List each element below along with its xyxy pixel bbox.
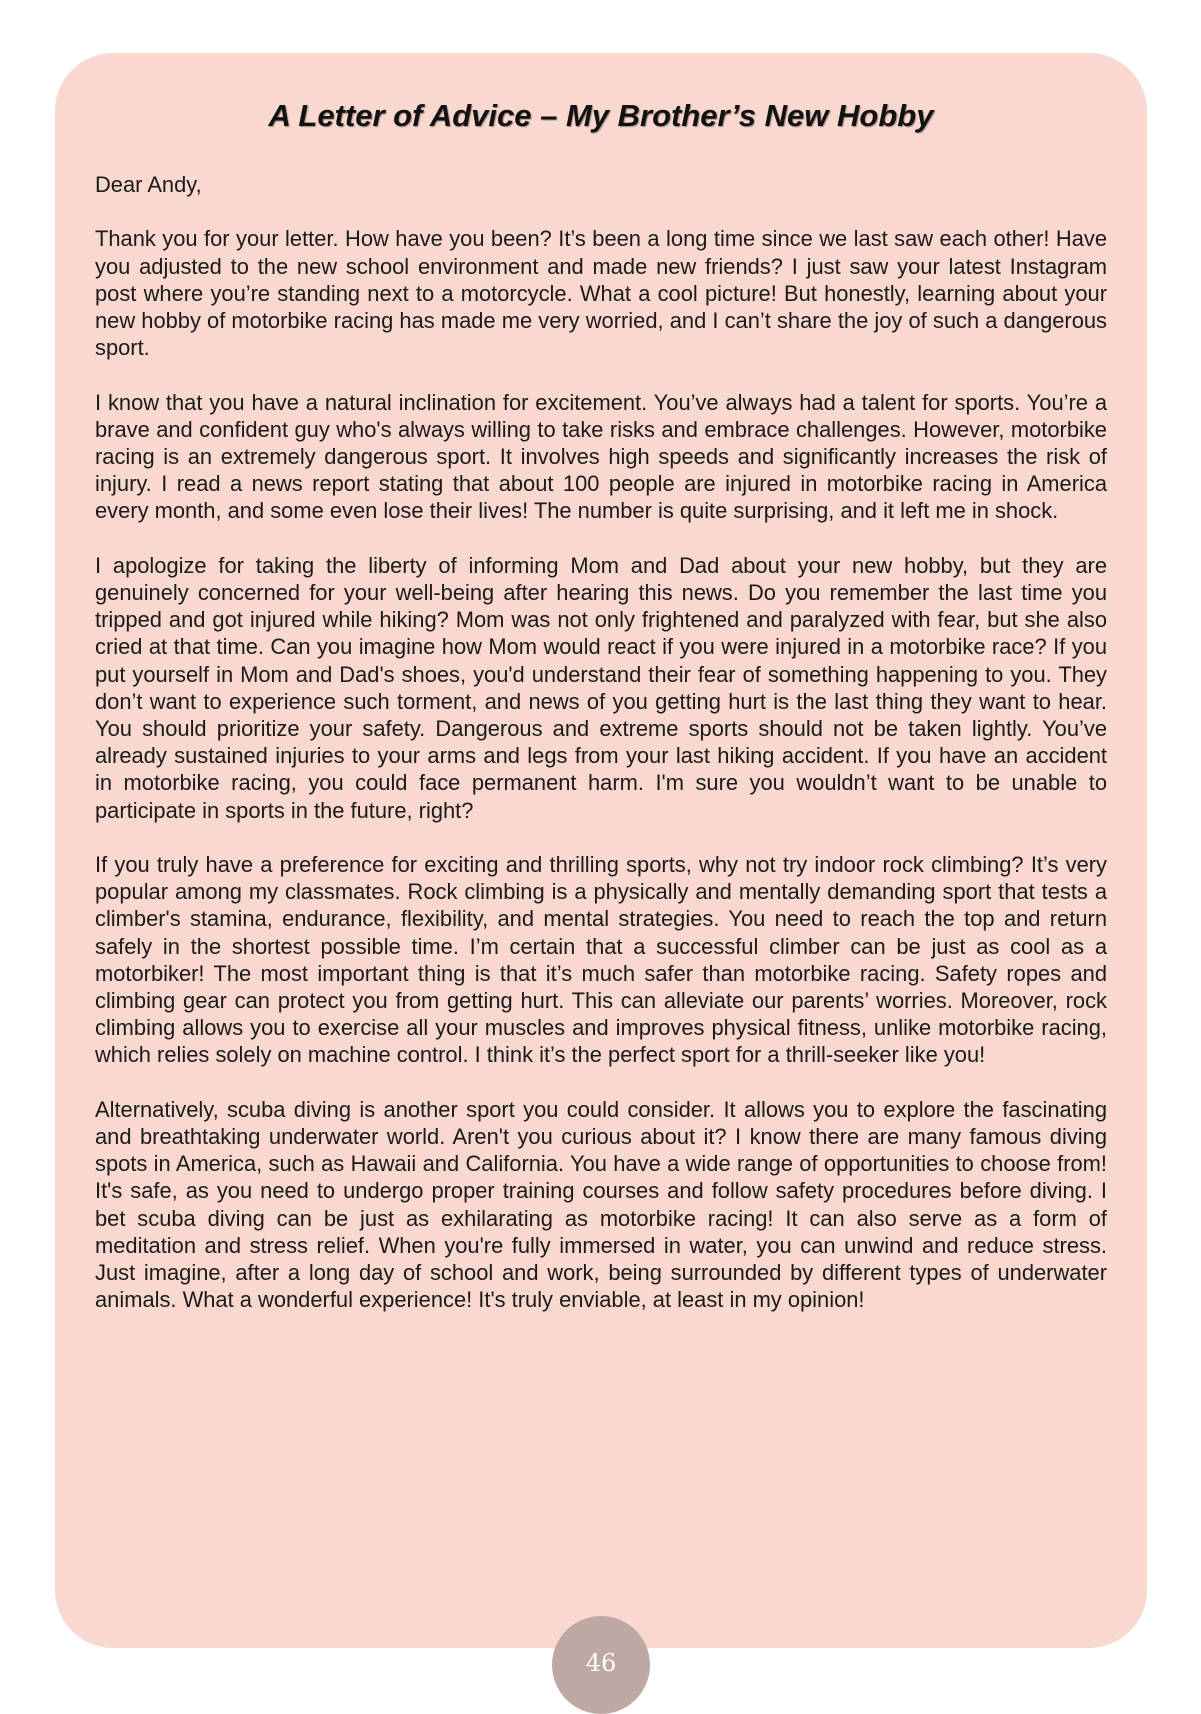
page-number: 46 bbox=[585, 1649, 617, 1677]
letter-greeting: Dear Andy, bbox=[95, 172, 202, 197]
page-title: A Letter of Advice – My Brother’s New Hobby bbox=[268, 98, 934, 133]
letter-paragraph: Thank you for your letter. How have you been? It’s been a long time since we last saw each other! Have you adjusted to the new school environment and made new friends? I just saw your latest Instagram post where you’re standing next to a motorcycle. What a cool picture! But honestly, learning about your new hobby of motorbike racing has made me very worried, and I can’t share the joy of such a dangerous sport. bbox=[95, 226, 1107, 361]
letter-paragraph: I know that you have a natural inclination for excitement. You’ve always had a talent for sports. You’re a brave and confident guy who's always willing to take risks and embrace challenges. However, motorbike racing is an extremely dangerous sport. It involves high speeds and significantly increases the risk of injury. I read a news report stating that about 100 people are injured in motorbike racing in America every month, and some even lose their lives! The number is quite surprising, and it left me in shock. bbox=[95, 389, 1107, 524]
letter-body bbox=[95, 171, 1107, 1341]
letter-paragraph: If you truly have a preference for exciting and thrilling sports, why not try indoor rock climbing? It’s very popular among my classmates. Rock climbing is a physically and mentally demanding sport that tests a climber's stamina, endurance, flexibility, and mental strategies. You need to reach the top and return safely in the shortest possible time. I’m certain that a successful climber can be just as cool as a motorbiker! The most important thing is that it’s much safer than motorbike racing. Safety ropes and climbing gear can protect you from getting hurt. This can alleviate our parents’ worries. Moreover, rock climbing allows you to exercise all your muscles and improves physical fitness, unlike motorbike racing, which relies solely on machine control. I think it’s the perfect sport for a thrill-seeker like you! bbox=[95, 852, 1107, 1068]
letter-paragraph: Alternatively, scuba diving is another sport you could consider. It allows you to explore the fascinating and breathtaking underwater world. Aren't you curious about it? I know there are many famous diving spots in America, such as Hawaii and California. You have a wide range of opportunities to choose from! It's safe, as you need to undergo proper training courses and follow safety procedures before diving. I bet scuba diving can be just as exhilarating as motorbike racing! It can also serve as a form of meditation and stress relief. When you're fully immersed in water, you can unwind and reduce stress. Just imagine, after a long day of school and work, being surrounded by different types of underwater animals. What a wonderful experience! It's truly enviable, at least in my opinion! bbox=[95, 1096, 1107, 1313]
letter-paragraph: I apologize for taking the liberty of informing Mom and Dad about your new hobby, but they are genuinely concerned for your well-being after hearing this news. Do you remember the last time you tripped and got injured while hiking? Mom was not only frightened and paralyzed with fear, but she also cried at that time. Can you imagine how Mom would react if you were injured in a motorbike race? If you put yourself in Mom and Dad's shoes, you'd understand their fear of something happening to you. They don’t want to experience such torment, and news of you getting hurt is the last thing they want to hear. You should prioritize your safety. Dangerous and extreme sports should not be taken lightly. You’ve already sustained injuries to your arms and legs from your last hiking accident. If you have an accident in motorbike racing, you could face permanent harm. I'm sure you wouldn’t want to be unable to participate in sports in the future, right? bbox=[95, 552, 1107, 823]
